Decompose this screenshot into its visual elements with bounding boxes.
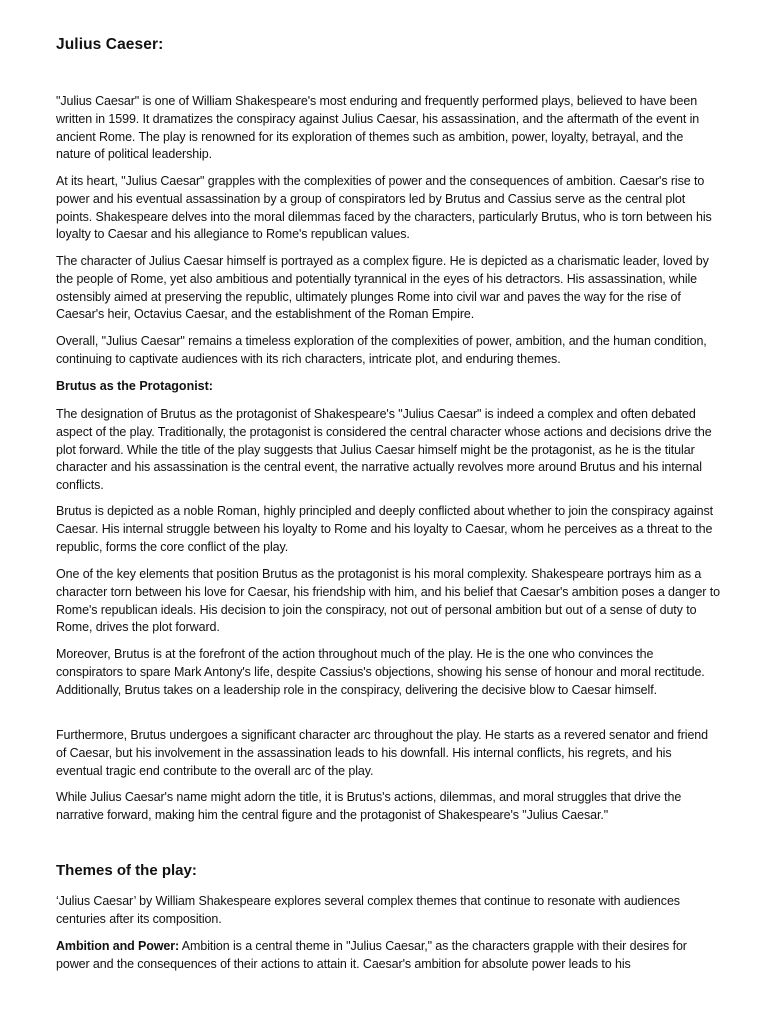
intro-paragraph-3: The character of Julius Caesar himself is portrayed as a complex figure. He is depicted as a charismatic leader, loved by the people of Rome, yet also ambitious and potentially tyrannical in the eyes of his detractors. His assassination, while ostensibly aimed at preserving the republic, ultimately plunges Rome into civil war and paves the way for the rise of Caesar's heir, Octavius Caesar, and the establishment of the Roman Empire. <box>56 254 709 322</box>
intro-paragraph-1: "Julius Caesar" is one of William Shakespeare's most enduring and frequently performed plays, believed to have been written in 1599. It dramatizes the conspiracy against Julius Caesar, his assassination, and the aftermath of the event in ancient Rome. The play is renowned for its exploration of themes such as ambition, power, loyalty, betrayal, and the nature of political leadership. <box>56 94 700 162</box>
brutus-paragraph-3: One of the key elements that position Brutus as the protagonist is his moral complexity. Shakespeare portrays him as a character torn between his love for Caesar, his friendship with him, and his belief that Caesar's ambition poses a danger to Rome's republican ideals. His decision to join the conspiracy, not out of personal ambition but out of a sense of duty to Rome, drives the plot forward. <box>56 567 720 635</box>
brutus-paragraph-6: While Julius Caesar's name might adorn the title, it is Brutus's actions, dilemmas, and moral struggles that drive the narrative forward, making him the central figure and the protagonist of Shakespeare's "Julius Caesar." <box>56 790 682 822</box>
intro-paragraph-4: Overall, "Julius Caesar" remains a timeless exploration of the complexities of power, ambition, and the human condition, continuing to captivate audiences with its rich characters, intricate plot, and enduring themes. <box>56 334 707 366</box>
intro-paragraph-2: At its heart, "Julius Caesar" grapples with the complexities of power and the consequences of ambition. Caesar's rise to power and his eventual assassination by a group of conspirators led by Brutus and Cassius serve as the central plot points. Shakespeare delves into the moral dilemmas faced by the characters, particularly Brutus, who is torn between his loyalty to Caesar and his allegiance to Rome's republican values. <box>56 174 712 242</box>
brutus-heading: Brutus as the Protagonist: <box>56 379 213 393</box>
brutus-paragraph-2: Brutus is depicted as a noble Roman, highly principled and deeply conflicted about whether to join the conspiracy against Caesar. His internal struggle between his loyalty to Rome and his loyalty to Caesar, whom he perceives as a threat to the republic, forms the core conflict of the play. <box>56 504 714 554</box>
ambition-label: Ambition and Power: <box>56 939 180 953</box>
themes-intro-paragraph: ‘Julius Caesar’ by William Shakespeare explores several complex themes that continue to resonate with audiences centuries after its composition. <box>56 894 680 926</box>
brutus-paragraph-5: Furthermore, Brutus undergoes a significant character arc throughout the play. He starts as a revered senator and friend of Caesar, but his involvement in the assassination leads to his downfall. His internal conflicts, his regrets, and his eventual tragic end contribute to the overall arc of the play. <box>56 728 709 778</box>
document-title: Julius Caeser: <box>56 36 164 53</box>
brutus-paragraph-1: The designation of Brutus as the protagonist of Shakespeare's "Julius Caesar" is indeed a complex and often debated aspect of the play. Traditionally, the protagonist is considered the central character whose actions and decisions drive the plot forward. While the title of the play suggests that Julius Caesar himself might be the protagonist, as he is the titular character and his assassination is the central event, the narrative actually revolves more around Brutus and his internal conflicts. <box>56 407 712 493</box>
themes-heading: Themes of the play: <box>56 862 197 879</box>
ambition-text: Ambition is a central theme in "Julius Caesar," as the characters grapple with their desires for power and the consequences of their actions to attain it. Caesar's ambition for absolute power leads to his <box>56 939 687 971</box>
ambition-paragraph <box>56 938 720 974</box>
brutus-paragraph-4: Moreover, Brutus is at the forefront of the action throughout much of the play. He is the one who convinces the conspirators to spare Mark Antony's life, despite Cassius's objections, showing his sense of honour and moral rectitude. Additionally, Brutus takes on a leadership role in the conspiracy, delivering the decisive blow to Caesar himself. <box>56 647 705 697</box>
